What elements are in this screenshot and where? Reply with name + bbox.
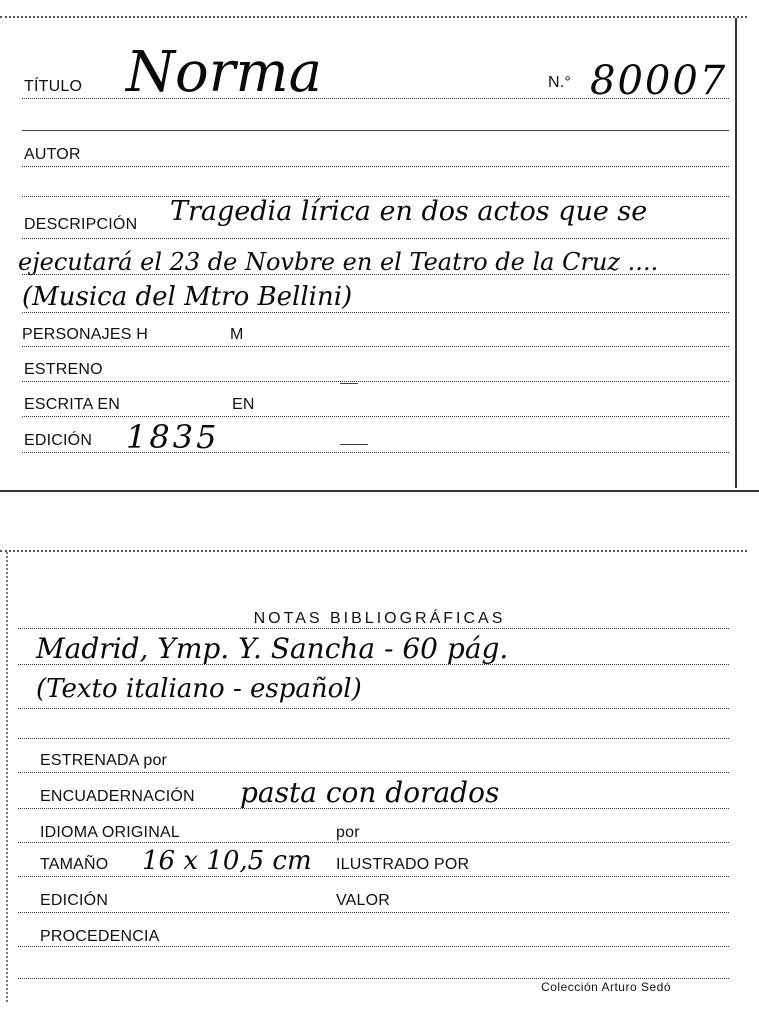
idioma-rule [18,842,729,843]
dash-mark [340,383,358,384]
notas-line-2: (Texto italiano - español) [36,674,362,704]
personajes-rule [22,346,729,347]
escrita-en-rule [22,416,729,417]
en-label: EN [232,396,255,413]
tamano-label: TAMAÑO [40,856,109,873]
ilustrado-label: ILUSTRADO POR [336,856,470,873]
estreno-rule [22,381,729,382]
encuadernacion-value: pasta con dorados [240,776,500,809]
personajes-label: PERSONAJES H [22,326,148,343]
notas-line-1: Madrid, Ymp. Y. Sancha - 60 pág. [36,632,509,665]
card-top-edge [0,16,747,18]
titulo-value: Norma [126,40,322,105]
edicion-label: EDICIÓN [24,432,93,449]
separator-rule [22,130,729,131]
titulo-label: TÍTULO [24,78,83,95]
notas-heading: NOTAS BIBLIOGRÁFICAS [253,610,506,627]
titulo-rule [22,98,729,99]
valor-label: VALOR [336,892,391,909]
catalog-card-bottom [0,540,759,1028]
tamano-rule [18,876,729,877]
notas-rule-3 [18,738,729,739]
card-top-edge [0,550,747,552]
por-label: por [336,824,360,841]
notas-rule-2 [18,708,729,709]
catalog-card-top [0,0,759,500]
edicion-value: 1835 [126,418,220,456]
card-bottom-edge [0,490,759,492]
descripcion-rule-1 [22,238,729,239]
escrita-en-label: ESCRITA EN [24,396,120,413]
card-right-edge [735,18,737,488]
estreno-label: ESTRENO [24,361,103,378]
dash-mark [340,444,368,445]
edicion-rule [22,452,729,453]
edicion-label: EDICIÓN [40,892,109,909]
numero-value: 80007 [590,58,728,104]
autor-label: AUTOR [24,146,81,163]
encuadernacion-label: ENCUADERNACIÓN [40,788,195,805]
procedencia-rule [18,946,729,947]
encuadernacion-rule [18,808,729,809]
estrenada-label: ESTRENADA por [40,752,168,769]
procedencia-rule-2 [18,978,729,979]
descripcion-line-1: Tragedia lírica en dos actos que se [170,196,648,227]
notas-rule-0 [18,628,729,629]
descripcion-line-3: (Musica del Mtro Bellini) [22,282,353,312]
autor-rule [22,166,729,167]
notas-rule-1 [18,664,729,665]
descripcion-rule-2 [22,274,729,275]
descripcion-line-2: ejecutará el 23 de Novbre en el Teatro de la Cruz .... [18,248,659,276]
descripcion-rule-3 [22,312,729,313]
descripcion-label: DESCRIPCIÓN [24,216,138,233]
estrenada-rule [18,772,729,773]
personajes-m-label: M [230,326,244,343]
tamano-value: 16 x 10,5 cm [142,846,312,876]
numero-label: N.° [548,74,571,91]
edicion-rule [18,912,729,913]
procedencia-label: PROCEDENCIA [40,928,160,945]
coleccion-label: Colección Arturo Sedó [541,980,671,994]
idioma-label: IDIOMA ORIGINAL [40,824,180,841]
